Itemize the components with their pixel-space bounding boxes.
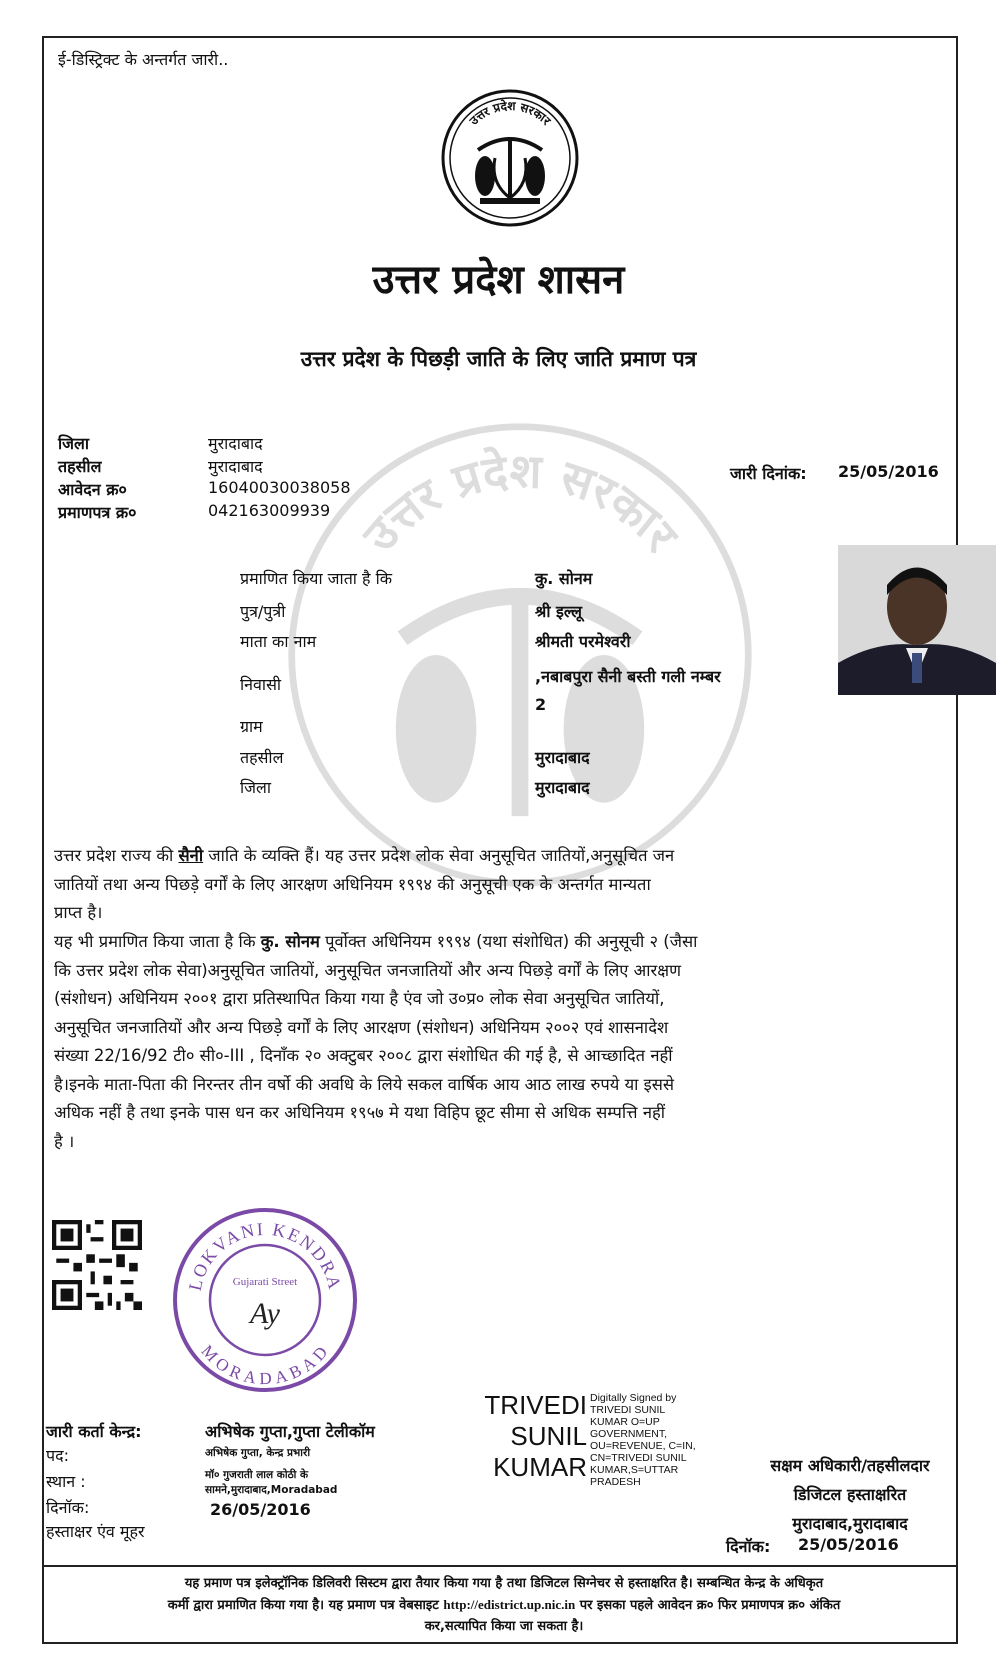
qr-code-icon [52, 1220, 142, 1310]
district-label: जिला [58, 434, 90, 453]
certificate-number-value: 042163009939 [208, 501, 331, 520]
authority-date-value: 25/05/2016 [798, 1535, 899, 1554]
detail-label: प्रमाणित किया जाता है कि [240, 569, 393, 588]
certificate-subtitle: उत्तर प्रदेश के पिछड़ी जाति के लिए जाति प्रमाण पत्र [300, 347, 697, 371]
svg-text:उत्तर प्रदेश सरकार: उत्तर प्रदेश सरकार [352, 443, 689, 563]
para-line: जातियों तथा अन्य पिछड़े वर्गों के लिए आरक्षण अधिनियम १९९४ की अनुसूची एक के अन्तर्गत मान्यता [54, 874, 651, 894]
para-line: है । [54, 1131, 75, 1151]
detail-value: कु. सोनम [535, 569, 593, 588]
para-line: उत्तर प्रदेश राज्य की सैनी जाति के व्यक्ति हैं। यह उत्तर प्रदेश लोक सेवा अनुसूचित जातियों,अनुसूचित जन [54, 846, 675, 865]
seal-top-text: LOKVANI KENDRA [184, 1218, 346, 1293]
application-label: आवेदन क्र० [58, 480, 127, 499]
tehsil-value: मुरादाबाद [208, 457, 263, 476]
seal-middle-text: Gujarati Street [232, 1276, 298, 1288]
authority-location: मुरादाबाद,मुरादाबाद [792, 1514, 908, 1533]
footer-note: यह प्रमाण पत्र इलेक्ट्रॉनिक डिलिवरी सिस्टम द्वारा तैयार किया गया है तथा डिजिटल सिग्नेचर से हस्ताक्षरित है। सम्बन्धित केन्द्र के अधिकृत कर्मी द्वारा प्रमाणित किया गया है। यह प्रमाण पत्र वेबसाइट http://edistrict.up.nic.in पर इसका पहले आवेदन क्र० फिर प्रमाणपत्र क्र० अंकित कर,सत्यापित किया जा सकता है। [167, 1576, 841, 1634]
para-line: अनुसूचित जनजातियों और अन्य पिछड़े वर्गों के लिए आरक्षण (संशोधन) अधिनियम २००२ एवं शासनादेश [54, 1017, 669, 1037]
watermark-emblem-icon [285, 420, 755, 890]
authority-designation: सक्षम अधिकारी/तहसीलदार [770, 1456, 930, 1475]
para-line: प्राप्त है। [54, 903, 103, 922]
svg-text:उत्तर प्रदेश सरकार [466, 99, 554, 129]
seal-signature: Ay [250, 1297, 280, 1330]
detail-label: माता का नाम [240, 632, 317, 651]
up-govt-emblem-icon [440, 88, 580, 228]
detail-label: ग्राम [240, 717, 263, 736]
detail-label: जिला [240, 778, 272, 797]
issuer-center-value: अभिषेक गुप्ता,गुप्ता टेलीकॉम [205, 1422, 375, 1441]
para-line: (संशोधन) अधिनियम २००१ द्वारा प्रतिस्थापित किया गया है एंव जो उ०प्र० लोक सेवा अनुसूचित जातियों, [54, 989, 665, 1008]
detail-value: श्रीमती परमेश्वरी [535, 632, 631, 651]
tehsil-label: तहसील [58, 457, 102, 476]
authority-date-label: दिनॉक: [726, 1537, 771, 1556]
district-value: मुरादाबाद [208, 434, 263, 453]
detail-value-line2: 2 [535, 695, 547, 714]
detail-value: मुरादाबाद [535, 778, 590, 797]
authority-digital-signed: डिजिटल हस्ताक्षरित [793, 1485, 907, 1504]
issuer-date-label: दिनॉक: [46, 1498, 90, 1517]
detail-value: मुरादाबाद [535, 748, 590, 767]
issue-date-value: 25/05/2016 [838, 462, 939, 481]
seal-bottom-text: MORADABAD [197, 1341, 333, 1389]
applicant-name: कु. सोनम [260, 932, 320, 951]
issuer-place-value: मॉ० गुजराती लाल कोठी के [205, 1469, 309, 1481]
lokvani-kendra-seal [170, 1205, 360, 1395]
para-line: संख्या 22/16/92 टी० सी०-III , दिनाँक २० अक्टुबर २००८ द्वारा संशोधित की गई है, से आच्छादित नहीं [54, 1046, 673, 1065]
detail-label: पुत्र/पुत्री [240, 602, 286, 621]
eligibility-paragraph [54, 842, 954, 928]
verification-url[interactable]: http://edistrict.up.nic.in [443, 1597, 576, 1612]
para-line: कि उत्तर प्रदेश लोक सेवा)अनुसूचित जातियों, अनुसूचित जनजातियों और अन्य पिछड़े वर्गों के लिए आरक्षण [54, 960, 682, 980]
digital-signer-name: TRIVEDI SUNIL KUMAR [484, 1390, 587, 1482]
footer-divider [42, 1565, 958, 1567]
emblem-text: उत्तर प्रदेश सरकार [466, 98, 554, 128]
certificate-number-label: प्रमाणपत्र क्र० [58, 503, 137, 522]
issuer-post-label: पद: [46, 1446, 69, 1465]
applicant-photo [838, 545, 996, 695]
issuer-center-label: जारी कर्ता केन्द्र: [46, 1422, 142, 1441]
detail-value: श्री इल्लू [535, 602, 582, 621]
detail-label: निवासी [240, 675, 282, 694]
issuer-place-label: स्थान : [46, 1472, 86, 1491]
header-note: ई-डिस्ट्रिक्ट के अन्तर्गत जारी.. [58, 50, 229, 69]
issuer-post-value: अभिषेक गुप्ता, केन्द्र प्रभारी [205, 1447, 311, 1459]
income-paragraph [54, 928, 954, 1156]
para-line: अधिक नहीं है तथा इनके पास धन कर अधिनियम १९५७ मे यथा विहिप छूट सीमा से अधिक सम्पत्ति नहीं [54, 1103, 666, 1122]
detail-value: ,नबाबपुरा सैनी बस्ती गली नम्बर [535, 667, 721, 686]
detail-label: तहसील [240, 748, 284, 767]
issuer-place-value-line2: सामने,मुरादाबाद,Moradabad [205, 1484, 338, 1496]
para-line: है।इनके माता-पिता की निरन्तर तीन वर्षो की अवधि के लिये सकल वार्षिक आय आठ लाख रुपये या इससे [54, 1074, 675, 1094]
svg-text:MORADABAD [197, 1341, 332, 1388]
issuer-date-value: 26/05/2016 [210, 1500, 311, 1519]
para-line: यह भी प्रमाणित किया जाता है कि कु. सोनम पूर्वोक्त अधिनियम १९९४ (यथा संशोधित) की अनुसूची २ (जैसा [54, 932, 698, 951]
page-title: उत्तर प्रदेश शासन [372, 257, 625, 303]
issuer-signature-label: हस्ताक्षर एंव मूहर [46, 1522, 145, 1541]
digital-signature-details: Digitally Signed by TRIVEDI SUNIL KUMAR O=UP GOVERNMENT, OU=REVENUE, C=IN, CN=TRIVEDI SUNIL KUMAR,S=UTTAR PRADESH [590, 1392, 696, 1488]
caste-name: सैनी [178, 846, 204, 865]
issue-date-label: जारी दिनांक: [730, 464, 807, 483]
application-value: 16040030038058 [208, 478, 351, 497]
